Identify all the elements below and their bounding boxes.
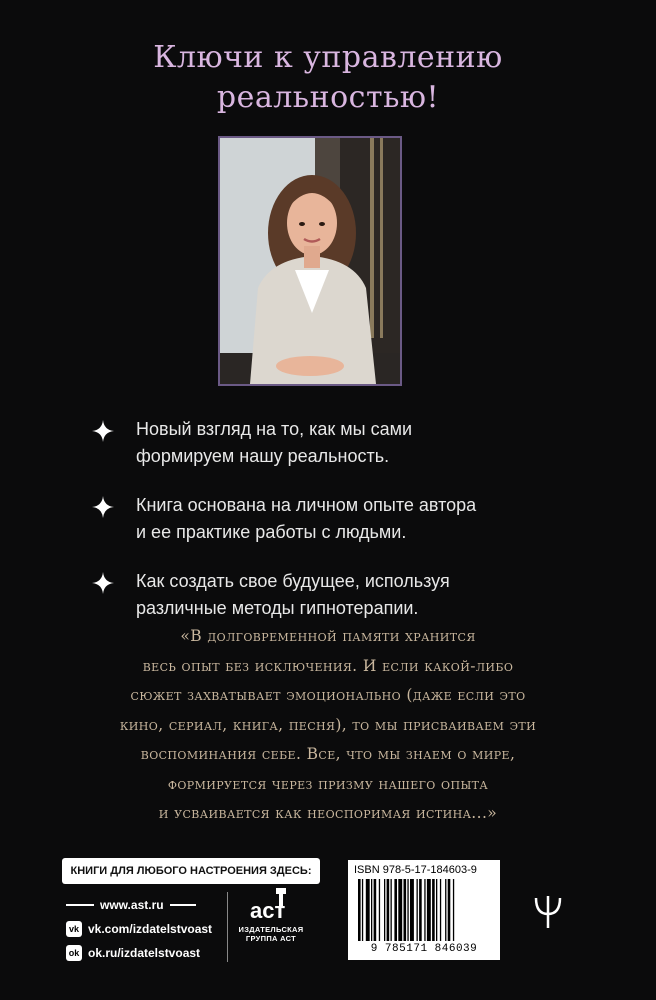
feature-2-line2: и ее практике работы с людьми.	[136, 522, 407, 542]
feature-1-line2: формируем нашу реальность.	[136, 446, 390, 466]
quote-line: сюжет захватывает эмоционально (даже если это	[130, 686, 526, 704]
publisher-logo	[248, 888, 294, 922]
feature-2-line1: Книга основана на личном опыте автора	[136, 495, 477, 515]
quote-line: и усваивается как неоспоримая истина...»	[158, 804, 498, 822]
sparkle-icon	[92, 572, 114, 594]
feature-1-line1: Новый взгляд на то, как мы сами	[136, 419, 413, 439]
publisher-line2: ГРУППА АСТ	[245, 934, 297, 943]
ok-link[interactable]	[66, 941, 236, 965]
vk-link[interactable]	[66, 917, 236, 941]
footer-divider	[227, 892, 228, 962]
barcode-digits: 9 785171 846039	[370, 943, 478, 955]
social-links	[66, 893, 236, 965]
barcode-bars	[354, 879, 494, 941]
feature-3-line1: Как создать свое будущее, используя	[136, 571, 450, 591]
quote-line: кино, сериал, книга, песня), то мы присваиваем эти	[119, 715, 537, 734]
cover-title-line2: реальностью!	[216, 80, 440, 115]
sparkle-icon	[92, 420, 114, 442]
quote-line: «В долговременной памяти хранится	[180, 627, 476, 645]
quote-line: весь опыт без исключения. И если какой-либо	[142, 656, 514, 675]
promo-banner: КНИГИ ДЛЯ ЛЮБОГО НАСТРОЕНИЯ ЗДЕСЬ:	[62, 858, 320, 884]
publisher-block	[236, 888, 306, 943]
ok-text: ok.ru/izdatelstvoast	[88, 946, 201, 960]
quote-line: воспоминания себе. Все, что мы знаем о мире,	[140, 745, 516, 763]
feature-item-3	[92, 568, 612, 622]
feature-3-line2: различные методы гипнотерапии.	[136, 598, 419, 618]
quote-block	[60, 622, 596, 829]
vk-icon: vk	[66, 921, 82, 937]
feature-item-1	[92, 416, 612, 470]
website-text: www.ast.ru	[100, 898, 164, 912]
feature-list	[92, 416, 612, 644]
cover-title-line1: Ключи к управлению	[153, 40, 503, 75]
isbn-barcode	[348, 860, 500, 960]
cover-title	[0, 38, 656, 118]
quote-line: формируется через призму нашего опыта	[167, 774, 489, 793]
publisher-line1: ИЗДАТЕЛЬСКАЯ	[238, 925, 304, 934]
ok-icon: ok	[66, 945, 82, 961]
author-photo	[218, 136, 402, 386]
svg-text:аст: аст	[250, 898, 286, 922]
vk-text: vk.com/izdatelstvoast	[88, 922, 213, 936]
psi-icon	[528, 892, 568, 932]
isbn-text: ISBN 978-5-17-184603-9	[354, 864, 477, 876]
feature-item-2	[92, 492, 612, 546]
website-link[interactable]	[66, 893, 236, 917]
sparkle-icon	[92, 496, 114, 518]
